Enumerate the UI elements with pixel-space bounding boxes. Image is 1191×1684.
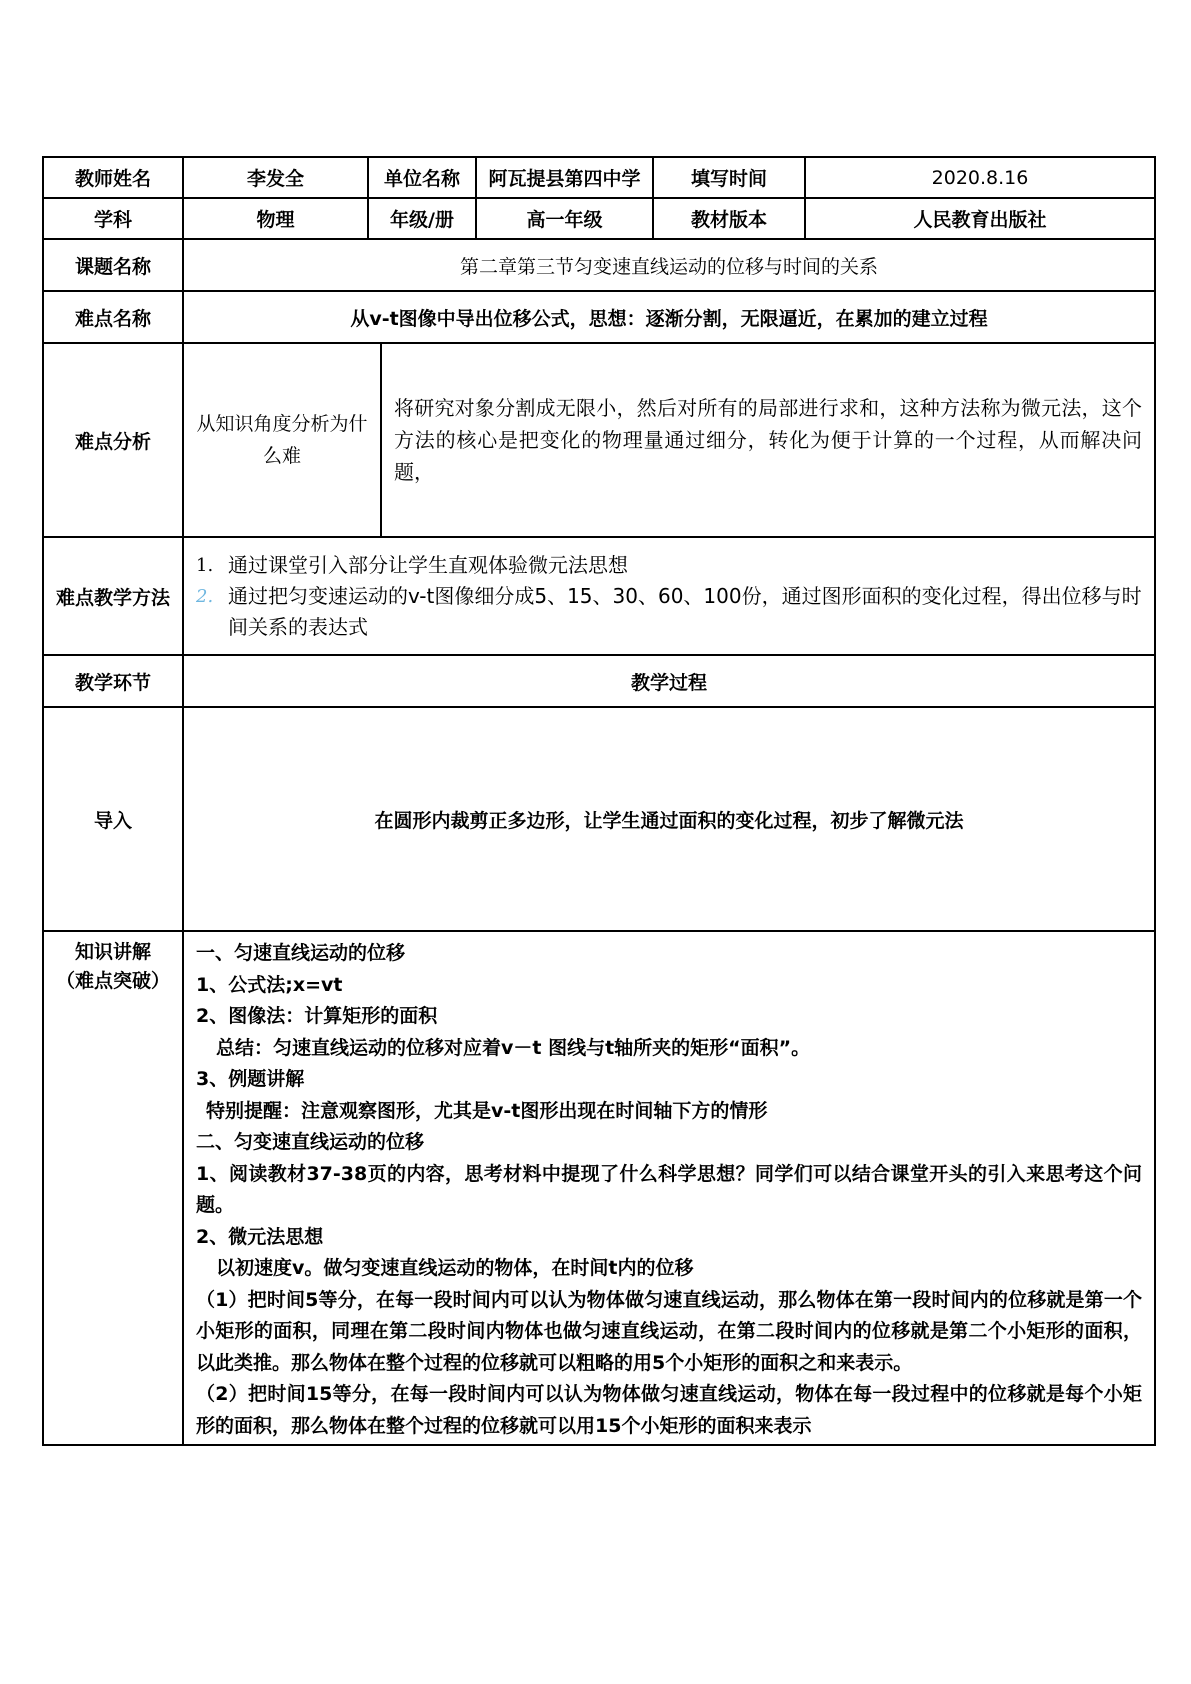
teacher-value: 李发全	[183, 157, 368, 198]
knowledge-line: 2、图像法：计算矩形的面积	[196, 1005, 438, 1027]
row-topic	[43, 239, 1155, 291]
knowledge-line: 2、微元法思想	[196, 1225, 324, 1248]
unit-value: 阿瓦提县第四中学	[476, 157, 653, 198]
row-process-header	[43, 655, 1155, 707]
methods-list	[196, 550, 1142, 643]
analysis-label: 难点分析	[43, 343, 183, 537]
process-title: 教学过程	[183, 655, 1155, 707]
method-text: 通过课堂引入部分让学生直观体验微元法思想	[228, 552, 628, 577]
unit-label: 单位名称	[368, 157, 476, 198]
knowledge-sublabel: （难点突破）	[55, 970, 170, 992]
methods-label: 难点教学方法	[43, 537, 183, 655]
method-number: 1.	[196, 554, 214, 576]
date-label: 填写时间	[653, 157, 805, 198]
knowledge-line: 3、例题讲解	[196, 1068, 305, 1090]
difficulty-label: 难点名称	[43, 291, 183, 343]
row-methods	[43, 537, 1155, 655]
knowledge-cell	[183, 931, 1155, 1445]
difficulty-value: 从v-t图像中导出位移公式，思想：逐渐分割，无限逼近，在累加的建立过程	[183, 291, 1155, 343]
knowledge-line: 1、公式法;x=vt	[196, 973, 343, 996]
edition-value: 人民教育出版社	[805, 198, 1155, 239]
analysis-cell	[183, 343, 1155, 537]
grade-value: 高一年级	[476, 198, 653, 239]
edition-label: 教材版本	[653, 198, 805, 239]
method-item	[196, 581, 1142, 643]
knowledge-label-cell	[43, 931, 183, 1445]
row-subject	[43, 198, 1155, 239]
row-intro	[43, 707, 1155, 931]
lesson-plan-table	[42, 156, 1156, 1446]
knowledge-line: 一、匀速直线运动的位移	[196, 942, 406, 964]
intro-text: 在圆形内裁剪正多边形，让学生通过面积的变化过程，初步了解微元法	[183, 707, 1155, 931]
knowledge-line: （1）把时间5等分，在每一段时间内可以认为物体做匀速直线运动，那么物体在第一段时间内的位移就是第一个小矩形的面积，同理在第二段时间内物体也做匀速直线运动，在第二段时间内的位移就是第二个小矩形的面积，以此类推。那么物体在整个过程的位移就可以粗略的用5个小矩形的面积之和来表示。	[196, 1288, 1142, 1374]
method-text: 通过把匀变速运动的v-t图像细分成5、15、30、60、100份，通过图形面积的变化过程，得出位移与时间关系的表达式	[228, 583, 1142, 639]
teacher-label: 教师姓名	[43, 157, 183, 198]
grade-label: 年级/册	[368, 198, 476, 239]
method-item	[196, 550, 1142, 581]
knowledge-label: 知识讲解	[74, 941, 151, 963]
row-knowledge	[43, 931, 1155, 1445]
row-difficulty	[43, 291, 1155, 343]
subject-label: 学科	[43, 198, 183, 239]
knowledge-body	[184, 932, 1154, 1444]
method-number: 2.	[196, 585, 214, 607]
knowledge-line: 1、阅读教材37-38页的内容，思考材料中提现了什么科学思想？同学们可以结合课堂开头的引入来思考这个问题。	[196, 1162, 1142, 1216]
process-step-label: 教学环节	[43, 655, 183, 707]
intro-label: 导入	[43, 707, 183, 931]
date-value: 2020.8.16	[805, 157, 1155, 198]
topic-value: 第二章第三节匀变速直线运动的位移与时间的关系	[183, 239, 1155, 291]
knowledge-line: （2）把时间15等分，在每一段时间内可以认为物体做匀速直线运动，物体在每一段过程中的位移就是每个小矩形的面积，那么物体在整个过程的位移就可以用15个小矩形的面积来表示	[196, 1383, 1142, 1437]
analysis-text: 将研究对象分割成无限小，然后对所有的局部进行求和，这种方法称为微元法，这个方法的核心是把变化的物理量通过细分，转化为便于计算的一个过程，从而解决问题，	[394, 396, 1142, 484]
knowledge-line: 二、匀变速直线运动的位移	[196, 1131, 425, 1153]
subject-value: 物理	[183, 198, 368, 239]
lesson-plan-sheet	[42, 156, 1154, 1536]
analysis-split	[184, 344, 1154, 536]
methods-cell	[183, 537, 1155, 655]
knowledge-line: 以初速度v。做匀变速直线运动的物体，在时间t内的位移	[216, 1257, 694, 1279]
analysis-sub-label: 从知识角度分析为什么难	[184, 344, 382, 536]
knowledge-line: 总结：匀速直线运动的位移对应着v－t 图线与t轴所夹的矩形“面积”。	[216, 1036, 811, 1059]
knowledge-line: 特别提醒：注意观察图形，尤其是v-t图形出现在时间轴下方的情形	[206, 1099, 768, 1122]
row-analysis	[43, 343, 1155, 537]
row-teacher	[43, 157, 1155, 198]
topic-label: 课题名称	[43, 239, 183, 291]
